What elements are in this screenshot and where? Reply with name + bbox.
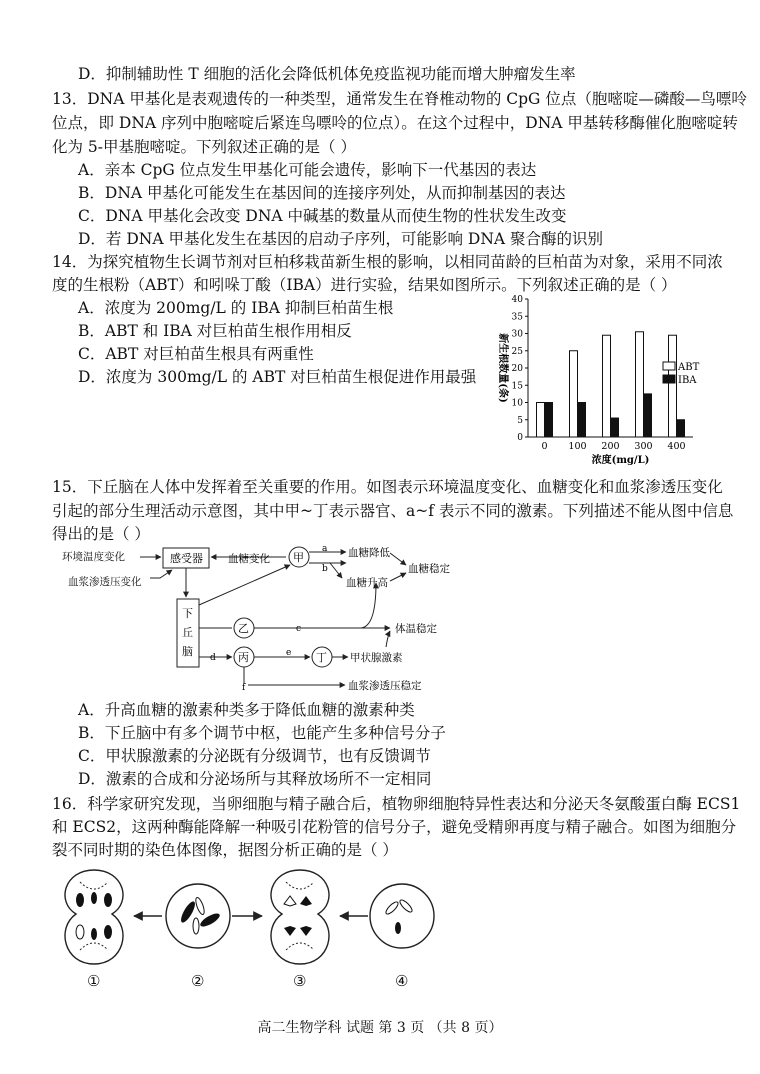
diagram-plasma-osm: 血浆渗透压变化 <box>68 576 142 588</box>
q14-bar-chart <box>488 290 718 465</box>
diagram-hypothalamus-3: 脑 <box>182 645 193 658</box>
chart-bar-abt-300 <box>636 332 644 437</box>
chart-y-tick-label: 15 <box>511 381 523 392</box>
chart-x-tick-label: 100 <box>568 441 587 452</box>
diagram-hypothalamus-1: 下 <box>182 607 193 620</box>
chart-bar-iba-400 <box>677 420 685 437</box>
diagram-label-f: f <box>242 683 246 693</box>
diagram-label-e: e <box>286 648 292 658</box>
diagram-glucose-stable: 血糖稳定 <box>408 563 450 575</box>
q16-stem-line3: 裂不同时期的染色体图像，据图分析正确的是（ ） <box>52 841 398 859</box>
q15-regulation-diagram <box>60 543 460 693</box>
diagram-glucose-high: 血糖升高 <box>346 577 388 589</box>
chart-x-tick-label: 0 <box>541 441 548 452</box>
q13-option-b: B．DNA 甲基化可能发生在基因间的连接序列处，从而抑制基因的表达 <box>78 184 566 202</box>
q14-option-d: D．浓度为 300mg/L 的 ABT 对巨柏苗生根促进作用最强 <box>78 368 477 386</box>
chart-bar-abt-100 <box>570 351 578 437</box>
q14-stem-line2: 度的生根粉（ABT）和吲哚丁酸（IBA）进行实验，结果如图所示。下列叙述正确的是（ ） <box>52 276 677 294</box>
q15-option-d: D．激素的合成和分泌场所与其释放场所不一定相同 <box>78 770 432 788</box>
page-footer: 高二生物学科 试题 第 3 页 （共 8 页） <box>257 1020 503 1036</box>
chart-bar-iba-100 <box>578 403 586 438</box>
chart-legend-swatch-abt <box>663 362 675 370</box>
chart-y-tick-label: 25 <box>511 346 523 357</box>
diagram-glucose-low: 血糖降低 <box>348 547 390 559</box>
diagram-temp-stable: 体温稳定 <box>395 623 437 635</box>
diagram-label-a: a <box>322 544 328 554</box>
chart-x-tick-label: 200 <box>601 441 620 452</box>
chart-y-tick-label: 30 <box>511 329 523 340</box>
cell-1-telophase <box>65 870 123 964</box>
chart-bar-iba-0 <box>545 403 553 438</box>
cell-4-interphase <box>370 884 434 948</box>
diagram-thyroid-hormone: 甲状腺激素 <box>350 652 403 664</box>
chart-y-label: 新生根数量(条) <box>497 333 508 403</box>
q15-option-b: B．下丘脑中有多个调节中枢，也能产生多种信号分子 <box>78 724 446 742</box>
diagram-jia: 甲 <box>293 551 304 564</box>
q15-stem-line3: 得出的是（ ） <box>52 525 150 543</box>
chart-x-tick-label: 400 <box>667 441 686 452</box>
diagram-receptor: 感受器 <box>170 552 203 565</box>
q14-option-c: C．ABT 对巨柏苗生根具有两重性 <box>78 345 314 363</box>
cell-label-2: ② <box>191 972 205 990</box>
chart-legend-label-iba: IBA <box>678 375 697 386</box>
q15-option-c: C．甲状腺激素的分泌既有分级调节，也有反馈调节 <box>78 747 431 765</box>
q13-stem-line3: 化为 5-甲基胞嘧啶。下列叙述正确的是（ ） <box>52 138 356 156</box>
chart-bar-abt-0 <box>537 403 545 438</box>
chart-y-tick-label: 35 <box>511 312 523 323</box>
q16-cell-division-figure <box>50 862 450 992</box>
q16-stem-line2: 和 ECS2，这两种酶能降解一种吸引花粉管的信号分子，避免受精卵再度与精子融合。如图为细胞分 <box>52 818 737 836</box>
q13-option-a: A．亲本 CpG 位点发生甲基化可能会遗传，影响下一代基因的表达 <box>78 161 537 179</box>
chart-y-tick-label: 40 <box>511 295 523 305</box>
diagram-label-c: c <box>296 624 302 634</box>
chart-y-tick-label: 20 <box>511 364 523 374</box>
chart-bar-iba-300 <box>644 394 652 437</box>
chart-bar-iba-200 <box>611 418 619 437</box>
chart-legend-label-abt: ABT <box>678 362 700 373</box>
q14-option-a: A．浓度为 200mg/L 的 IBA 抑制巨柏苗生根 <box>78 299 394 317</box>
chart-y-tick-label: 0 <box>517 433 523 443</box>
diagram-hypothalamus-2: 丘 <box>182 626 193 639</box>
chart-bar-abt-200 <box>603 335 611 437</box>
q13-option-c: C．DNA 甲基化会改变 DNA 中碱基的数量从而使生物的性状发生改变 <box>78 207 567 225</box>
q13-stem-line1: 13．DNA 甲基化是表观遗传的一种类型，通常发生在脊椎动物的 CpG 位点（胞嘧啶—磷酸—鸟嘌呤 <box>52 90 747 108</box>
diagram-glucose-change: 血糖变化 <box>228 553 270 565</box>
diagram-env-temp: 环境温度变化 <box>62 551 125 563</box>
q13-stem-line2: 位点，即 DNA 序列中胞嘧啶后紧连鸟嘌呤的位点）。在这个过程中，DNA 甲基转移酶催化胞嘧啶转 <box>52 114 738 132</box>
cell-label-3: ③ <box>293 972 307 990</box>
q14-option-b: B．ABT 和 IBA 对巨柏苗生根作用相反 <box>78 322 352 340</box>
q15-stem-line1: 15．下丘脑在人体中发挥着至关重要的作用。如图表示环境温度变化、血糖变化和血浆渗透压变化 <box>52 478 723 496</box>
diagram-ding: 丁 <box>316 651 327 664</box>
chart-y-tick-label: 5 <box>517 415 523 426</box>
cell-3-anaphase <box>271 870 329 964</box>
chart-x-label: 浓度(mg/L) <box>591 455 650 465</box>
diagram-bing: 丙 <box>238 651 249 664</box>
cell-label-4: ④ <box>395 972 409 990</box>
cell-2-metaphase <box>166 884 230 948</box>
chart-x-tick-label: 300 <box>634 441 653 452</box>
q15-option-a: A．升高血糖的激素种类多于降低血糖的激素种类 <box>78 701 415 719</box>
diagram-osm-stable: 血浆渗透压稳定 <box>348 680 422 692</box>
diagram-label-b: b <box>322 564 328 574</box>
cell-label-1: ① <box>87 972 101 990</box>
chart-y-tick-label: 10 <box>511 398 523 409</box>
q12-option-d: D．抑制辅助性 T 细胞的活化会降低机体免疫监视功能而增大肿瘤发生率 <box>78 65 576 83</box>
q16-stem-line1: 16．科学家研究发现，当卵细胞与精子融合后，植物卵细胞特异性表达和分泌天冬氨酸蛋白酶 ECS1 <box>52 795 741 813</box>
chart-legend-swatch-iba <box>663 375 675 383</box>
q13-option-d: D．若 DNA 甲基化发生在基因的启动子序列，可能影响 DNA 聚合酶的识别 <box>78 230 604 248</box>
diagram-label-d: d <box>210 653 216 663</box>
diagram-yi: 乙 <box>238 622 249 635</box>
q14-stem-line1: 14．为探究植物生长调节剂对巨柏移栽苗新生根的影响，以相同苗龄的巨柏苗为对象，采用不同浓 <box>52 253 723 271</box>
chart-bar-abt-400 <box>669 335 677 437</box>
q15-stem-line2: 引起的部分生理活动示意图，其中甲~丁表示器官、a~f 表示不同的激素。下列描述不能从图中信息 <box>52 502 734 520</box>
